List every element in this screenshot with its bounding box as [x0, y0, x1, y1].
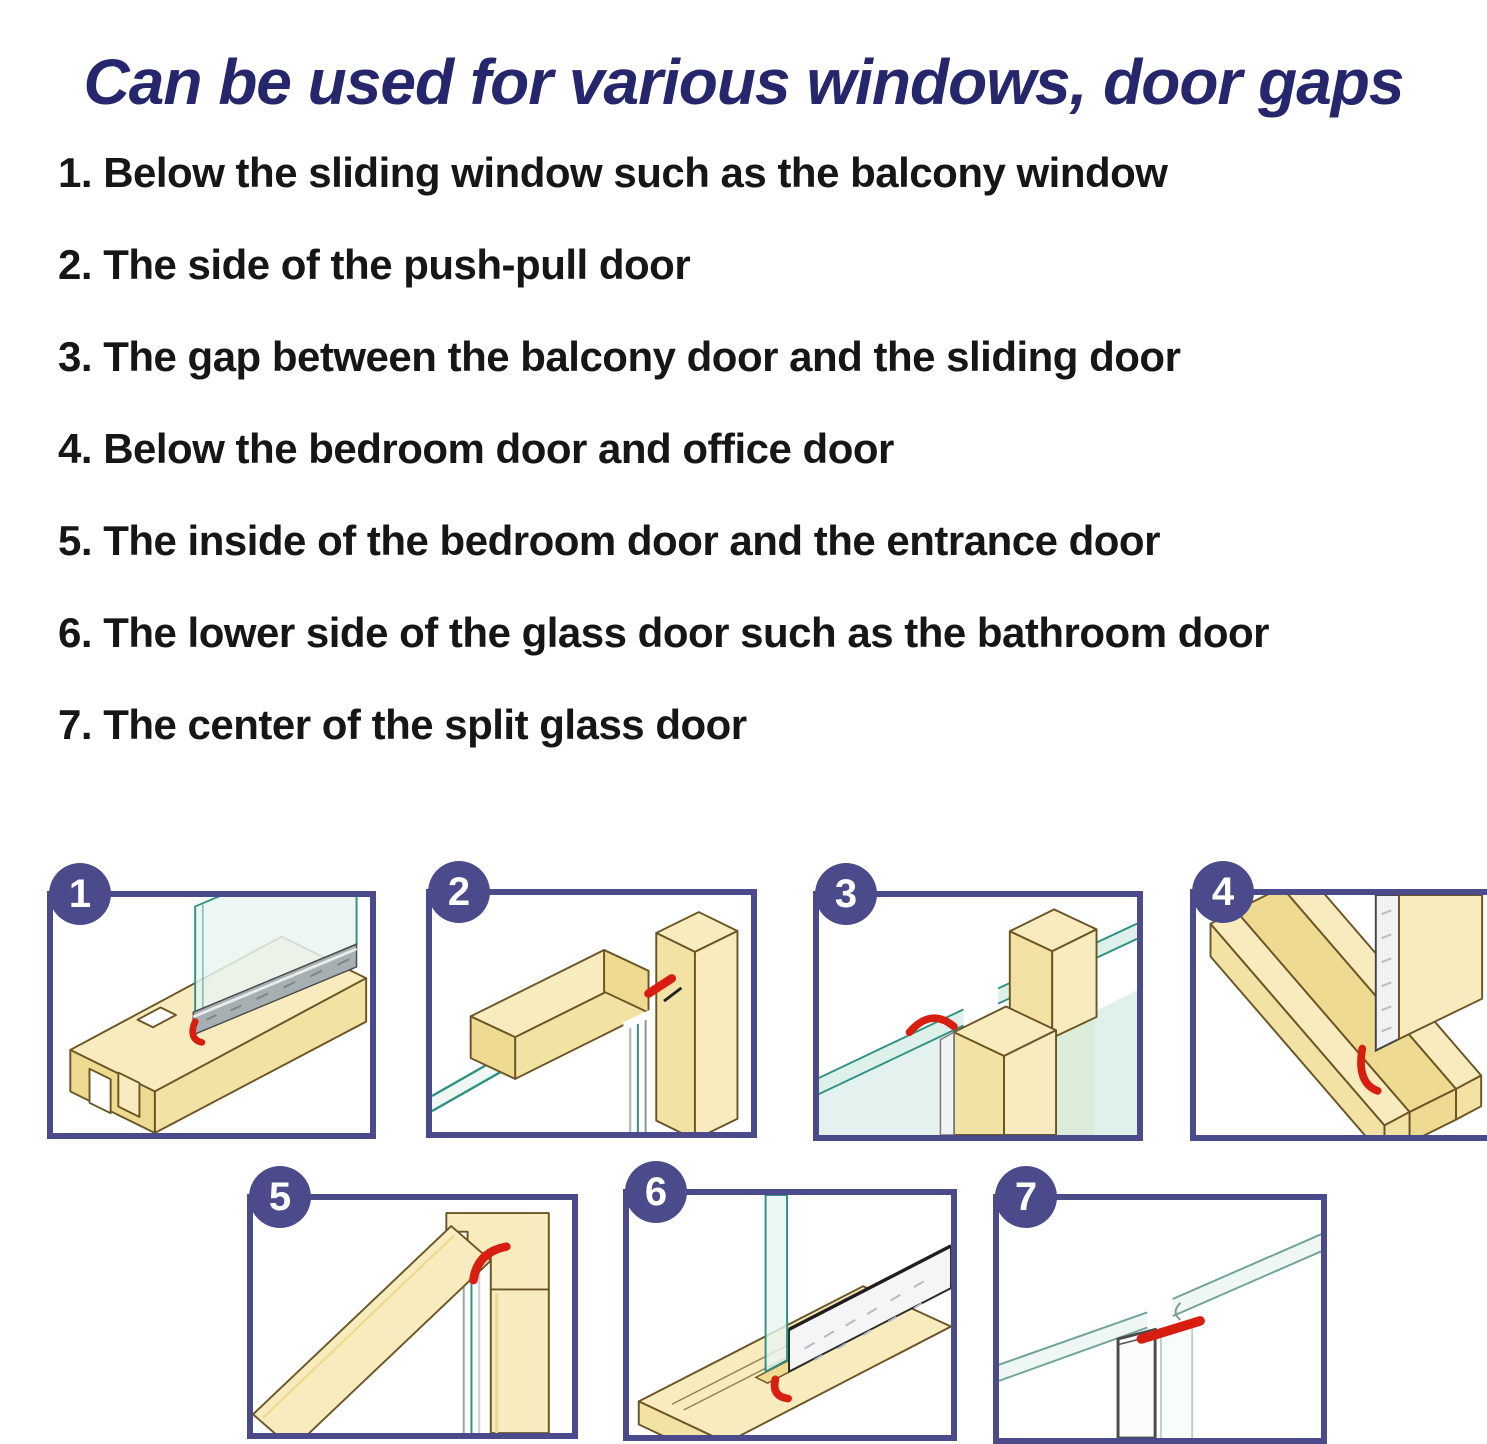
- bedroom-entrance-door-inside-illustration: [253, 1200, 572, 1433]
- usage-list: [58, 150, 1457, 794]
- item-number: 3.: [58, 333, 93, 380]
- usage-list-item: [58, 702, 1457, 748]
- item-text: The lower side of the glass door such as the bathroom door: [103, 609, 1270, 656]
- usage-panel-5: [247, 1175, 578, 1439]
- usage-list-item: [58, 334, 1457, 380]
- glass-door-lower-side-illustration: [629, 1195, 951, 1435]
- panel-number-badge: 5: [249, 1166, 311, 1228]
- panel-number-badge: 4: [1192, 861, 1254, 923]
- item-number: 1.: [58, 149, 93, 196]
- sliding-window-sill-illustration: [53, 897, 370, 1133]
- usage-panel-6: [623, 1170, 957, 1441]
- item-text: The inside of the bedroom door and the entrance door: [103, 517, 1160, 564]
- item-text: Below the sliding window such as the balcony window: [103, 149, 1168, 196]
- bedroom-office-door-bottom-illustration: [1196, 895, 1487, 1135]
- usage-list-item: [58, 242, 1457, 288]
- usage-list-item: [58, 150, 1457, 196]
- item-text: Below the bedroom door and office door: [103, 425, 894, 472]
- usage-panel-7: [993, 1175, 1327, 1444]
- item-text: The gap between the balcony door and the sliding door: [103, 333, 1181, 380]
- item-text: The side of the push-pull door: [103, 241, 691, 288]
- panel-number-badge: 3: [815, 863, 877, 925]
- usage-panel-4: [1190, 870, 1487, 1141]
- panel-number-badge: 7: [995, 1166, 1057, 1228]
- usage-list-item: [58, 518, 1457, 564]
- usage-list-item: [58, 426, 1457, 472]
- split-glass-door-center-illustration: [999, 1200, 1321, 1438]
- usage-panel-1: [47, 872, 376, 1139]
- item-text: The center of the split glass door: [103, 701, 747, 748]
- panel-number-badge: 1: [49, 863, 111, 925]
- usage-list-item: [58, 610, 1457, 656]
- item-number: 6.: [58, 609, 93, 656]
- item-number: 7.: [58, 701, 93, 748]
- push-pull-door-side-illustration: [432, 895, 751, 1132]
- item-number: 2.: [58, 241, 93, 288]
- item-number: 4.: [58, 425, 93, 472]
- panel-number-badge: 6: [625, 1161, 687, 1223]
- page-title: Can be used for various windows, door gaps: [83, 45, 1404, 118]
- usage-panel-3: [813, 872, 1143, 1141]
- usage-panel-2: [426, 870, 757, 1138]
- balcony-sliding-door-gap-illustration: [819, 897, 1137, 1135]
- panel-number-badge: 2: [428, 861, 490, 923]
- item-number: 5.: [58, 517, 93, 564]
